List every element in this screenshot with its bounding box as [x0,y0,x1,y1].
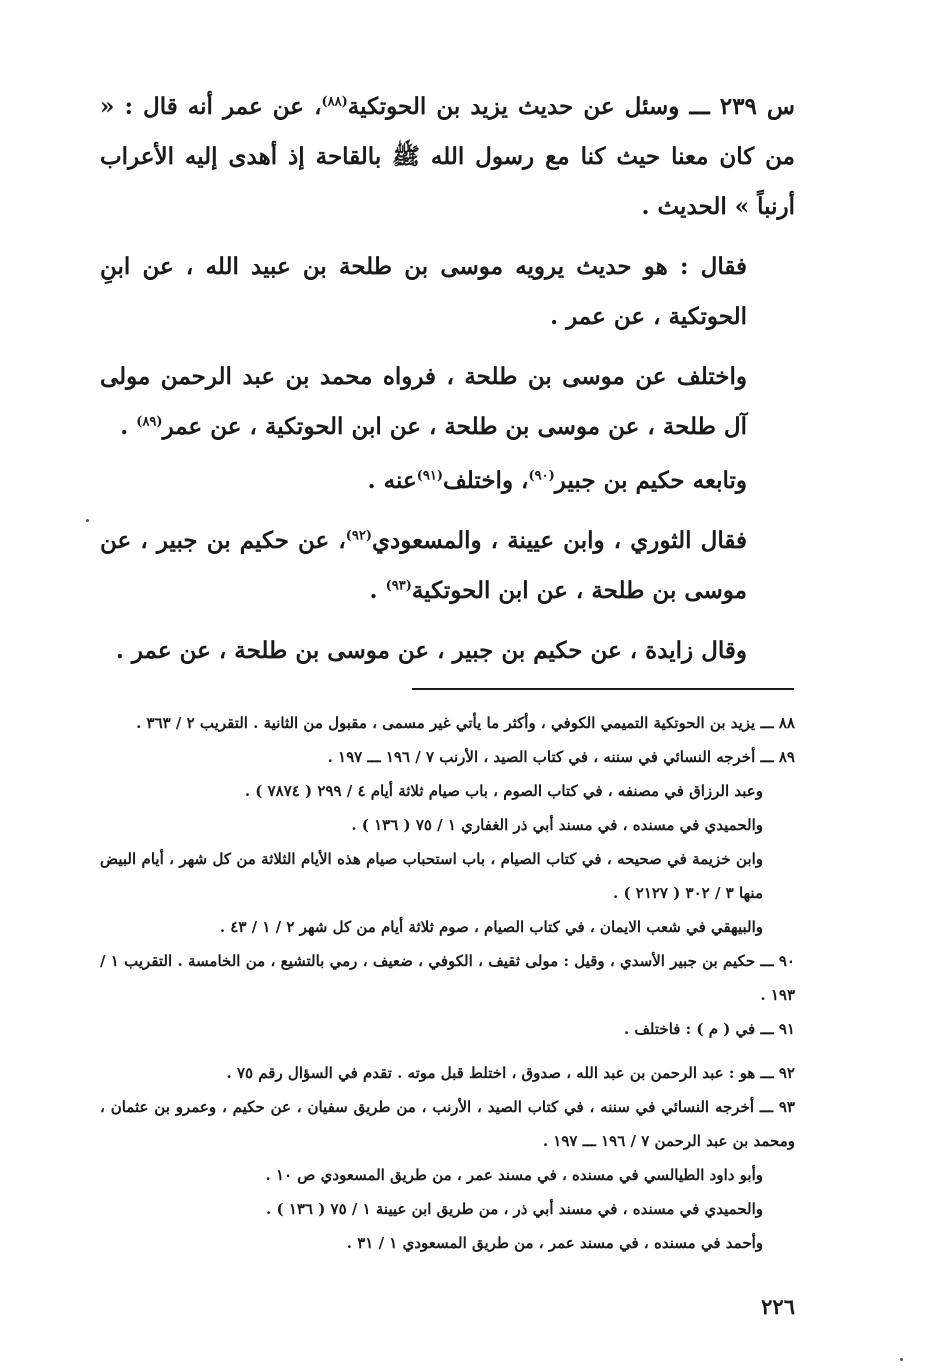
footnote-divider [412,688,794,690]
footnote-ref-88[interactable]: (٨٨) [321,94,348,110]
question-text-end: ، عن عمر أنه قال : « من كان معنا حيث كنا مع رسول الله ﷺ بالقاحة إذ أهدى إليه الأعراب أرنباً » الحديث . [100,93,795,220]
question-text: وسئل عن حديث يزيد بن الحوتكية [347,93,680,120]
question-paragraph [100,82,795,232]
page-number: ٢٢٦ [761,1294,795,1319]
scan-speck [900,1358,903,1361]
answer-paragraph-3-mid: ، واختلف [442,467,529,494]
answer-paragraph-2 [100,352,795,452]
footnote-93: ٩٣ ـــ أخرجه النسائي في سننه ، في كتاب الصيد ، الأرنب ، من طريق سفيان ، عن حكيم ، وعمرو بن عثمان ، ومحمد بن عبد الرحمن ٧ / ١٩٦ ـــ ١٩٧ . [100,1098,795,1150]
footnote-ref-91[interactable]: (٩١) [416,468,443,484]
answer-paragraph-3 [100,456,795,506]
footnote-89-line-4: وابن خزيمة في صحيحه ، في كتاب الصيام ، باب استحباب صيام هذه الأيام الثلاثة من كل شهر ، أيام البيض منها ٣ / ٣٠٢ ( ٢١٢٧ ) . [100,850,763,902]
answer-paragraph-3-text: وتابعه حكيم بن جبير [554,467,747,494]
answer-paragraph-4-end: . [369,577,378,604]
footnote-ref-89[interactable]: (٨٩) [136,414,163,430]
footnote-93-line-4: وأحمد في مسنده ، في مسند عمر ، من طريق المسعودي ١ / ٣١ . [346,1234,763,1252]
answer-paragraph-2-text: واختلف عن موسى بن طلحة ، فرواه محمد بن عبد الرحمن مولى آل طلحة ، عن موسى بن طلحة ، عن ابن الحوتكية ، عن عمر [100,363,747,440]
footnote-ref-93[interactable]: (٩٣) [385,578,412,594]
footnote-92: ٩٢ ـــ هو : عبد الرحمن بن عبد الله ، صدوق ، اختلط قبل موته . تقدم في السؤال رقم ٧٥ . [226,1064,795,1082]
footnotes-section [100,706,795,1260]
main-text [100,82,795,676]
footnote-93-line-2: وأبو داود الطيالسي في مسنده ، في مسند عمر ، من طريق المسعودي ص ١٠ . [265,1166,763,1184]
answer-paragraph-4 [100,516,795,616]
answer-paragraph-1: فقال : هو حديث يرويه موسى بن طلحة بن عبيد الله ، عن ابنِ الحوتكية ، عن عمر . [100,253,747,330]
footnote-ref-92[interactable]: (٩٢) [345,528,373,544]
answer-paragraph-3-end: عنه . [367,467,417,494]
answer-paragraph-4-mid: ، عن حكيم بن جبير ، عن موسى بن طلحة ، عن ابن الحوتكية [100,527,747,604]
footnote-89-line-3: والحميدي في مسنده ، في مسند أبي ذر الغفاري ١ / ٧٥ ( ١٣٦ ) . [351,816,763,834]
footnote-91: ٩١ ـــ في ( م ) : فاختلف . [623,1020,795,1038]
answer-paragraph-4-text: فقال الثوري ، وابن عيينة ، والمسعودي [372,527,747,554]
footnote-89: ٨٩ ـــ أخرجه النسائي في سننه ، في كتاب الصيد ، الأرنب ٧ / ١٩٦ ـــ ١٩٧ . [327,748,795,766]
footnote-ref-90[interactable]: (٩٠) [528,468,555,484]
answer-paragraph-5: وقال زايدة ، عن حكيم بن جبير ، عن موسى بن طلحة ، عن عمر . [115,637,747,664]
footnote-89-line-5: والبيهقي في شعب الايمان ، في كتاب الصيام ، صوم ثلاثة أيام من كل شهر ٢ / ١ / ٤٣ . [219,918,763,936]
footnote-90: ٩٠ ـــ حكيم بن جبير الأسدي ، وقيل : مولى ثقيف ، الكوفي ، ضعيف ، رمي بالتشيع ، من الخامسة . التقريب ١ / ١٩٣ . [100,952,795,1004]
answer-paragraph-2-end: . [120,413,129,440]
question-number: س ٢٣٩ ـــ [689,93,795,120]
footnote-88: ٨٨ ـــ يزيد بن الحوتكية التميمي الكوفي ، وأكثر ما يأتي غير مسمى ، مقبول من الثانية . التقريب ٢ / ٣٦٣ . [136,714,795,732]
scan-speck [86,519,89,522]
footnote-93-line-3: والحميدي في مسنده ، في مسند أبي ذر ، من طريق ابن عيينة ١ / ٧٥ ( ١٣٦ ) . [266,1200,763,1218]
footnote-89-line-2: وعبد الرزاق في مصنفه ، في كتاب الصوم ، باب صيام ثلاثة أيام ٤ / ٢٩٩ ( ٧٨٧٤ ) . [244,782,763,800]
